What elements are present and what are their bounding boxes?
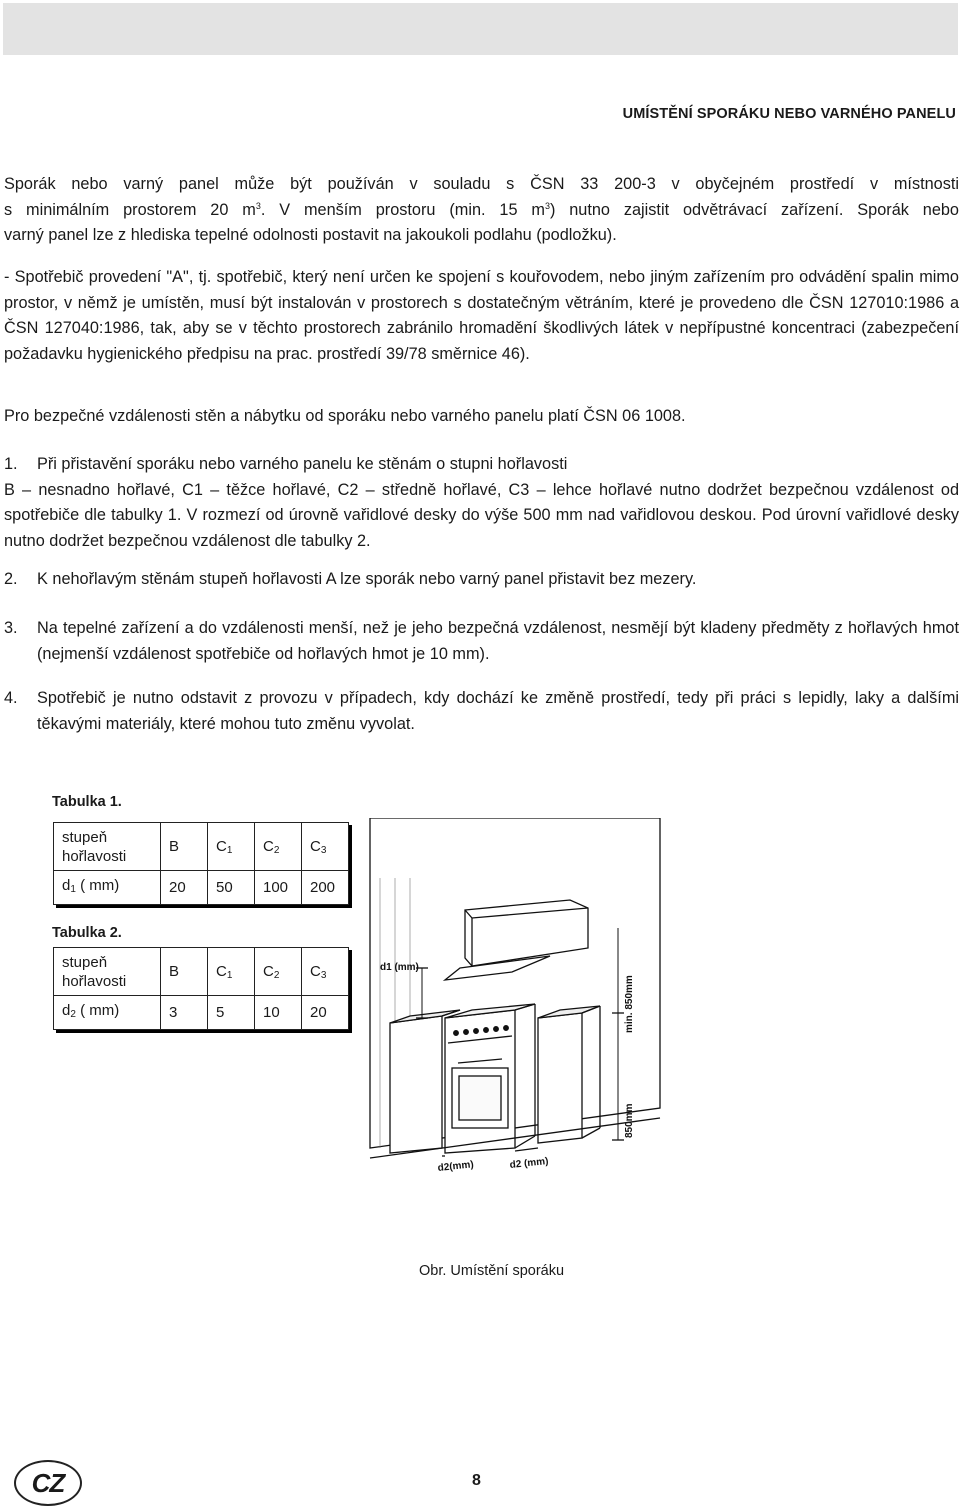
table1-grade-label: stupeň hořlavosti: [54, 823, 161, 871]
paragraph-usage-line2: s minimálním prostorem 20 $m^3$. V menším prostoru (min. 15 $m^3$) nutno zajistit odvětrávací zařízení. Sporák nebo: [4, 200, 959, 219]
list-item-3-text: Na tepelné zařízení a do vzdálenosti menší, než je jeho bezpečná vzdálenost, nesmějí být kladeny předměty z hořlavých hmot (nejmenší vzdálenost spotřebiče od hořlavých hmot je 10 mm).: [37, 619, 959, 663]
table1-grade-b: B: [161, 823, 208, 871]
figure-label-d2-right: d2 (mm): [509, 1155, 550, 1171]
table2-title: Tabulka 2.: [52, 925, 122, 941]
figure-label-850: 850mm: [624, 1103, 635, 1138]
table-row: [54, 996, 349, 1030]
list-item-number: 1.: [4, 455, 18, 473]
table1-value: 200: [302, 871, 349, 905]
figure-label-d1: d1 (mm): [380, 962, 419, 973]
table2-grade-b: B: [161, 948, 208, 996]
table1-grade-c2: $C_2$: [255, 823, 302, 871]
list-item-4: [4, 686, 959, 737]
page-number: 8: [472, 1472, 481, 1489]
table1-d1-label: $d_1$ ( mm): [54, 871, 161, 905]
table-row: [54, 948, 349, 996]
table2-grade-c2: $C_2$: [255, 948, 302, 996]
paragraph-safe-distance: Pro bezpečné vzdálenosti stěn a nábytku od sporáku nebo varného panelu platí ČSN 06 1008.: [4, 407, 686, 425]
table-row: [54, 823, 349, 871]
table2-grade-label: stupeň hořlavosti: [54, 948, 161, 996]
list-item-number: 2.: [4, 570, 18, 588]
table-row: [54, 871, 349, 905]
figure-caption: Obr. Umístění sporáku: [419, 1263, 565, 1279]
paragraph-type-a: - Spotřebič provedení "A", tj. spotřebič, který není určen ke spojení s kouřovodem, nebo jiným zařízením pro odvádění spalin mimo prostor, v němž je umístěn, musí být instalován v prostorech s dostatečným větráním, které je provedeno dle ČSN 127010:1986 a ČSN 127040:1986, tak, aby se v těchto prostorech zabránilo hromadění škodlivých látek v nepřípustné koncentraci (zabezpečení požadavku hygienického předpisu na prac. prostředí 39/78 směrnice 46).: [4, 268, 959, 363]
list-item-2: [4, 567, 959, 593]
table2-value: 3: [161, 996, 208, 1030]
list-item-1: [4, 452, 959, 554]
country-badge: CZ: [14, 1460, 82, 1506]
figure-label-min850: min. 850mm: [624, 975, 635, 1033]
paragraph-usage-line1: Sporák nebo varný panel může být používán v souladu s ČSN 33 200-3 v obyčejném prostředí v místnosti: [4, 175, 959, 193]
table2: [53, 947, 349, 1030]
list-item-number: 3.: [4, 619, 18, 637]
table1-value: 100: [255, 871, 302, 905]
list-item-3: [4, 616, 959, 667]
table2-grade-c1: $C_1$: [208, 948, 255, 996]
list-item-4-text: Spotřebič je nutno odstavit z provozu v případech, kdy dochází ke změně prostředí, tedy při práci s lepidly, laky a dalšími těkavými materiály, které mohou tuto změnu vyvolat.: [37, 689, 959, 733]
list-item-number: 4.: [4, 689, 18, 707]
table1-grade-c3: $C_3$: [302, 823, 349, 871]
table1-grade-c1: $C_1$: [208, 823, 255, 871]
stove-placement-illustration: [360, 818, 670, 1208]
paragraph-usage-line3: varný panel lze z hlediska tepelné odolnosti postavit na jakoukoli podlahu (podložku).: [4, 226, 617, 244]
table2-grade-c3: $C_3$: [302, 948, 349, 996]
table1: [53, 822, 349, 905]
table2-value: 20: [302, 996, 349, 1030]
table1-title: Tabulka 1.: [52, 794, 122, 810]
top-band: [3, 3, 958, 55]
table1-value: 50: [208, 871, 255, 905]
list-item-1-rest: B – nesnadno hořlavé, C1 – těžce hořlavé, C2 – středně hořlavé, C3 – lehce hořlavé nutno dodržet bezpečnou vzdálenost od spotřebiče dle tabulky 1. V rozmezí od úrovně vařidlové desky do výše 500 mm nad vařidlovou deskou. Pod úrovní vařidlové desky nutno dodržet bezpečnou vzdálenost dle tabulky 2.: [4, 480, 959, 550]
section-heading: UMÍSTĚNÍ SPORÁKU NEBO VARNÉHO PANELU: [622, 106, 956, 122]
figure-label-d2-left: d2(mm): [437, 1159, 475, 1174]
table2-value: 5: [208, 996, 255, 1030]
paragraph-usage: [4, 172, 959, 249]
table2-d2-label: $d_2$ ( mm): [54, 996, 161, 1030]
list-item-2-text: K nehořlavým stěnám stupeň hořlavosti A lze sporák nebo varný panel přistavit bez mezery.: [37, 570, 697, 588]
list-item-1-line1: Při přistavění sporáku nebo varného panelu ke stěnám o stupni hořlavosti: [37, 455, 568, 473]
table2-value: 10: [255, 996, 302, 1030]
table1-value: 20: [161, 871, 208, 905]
